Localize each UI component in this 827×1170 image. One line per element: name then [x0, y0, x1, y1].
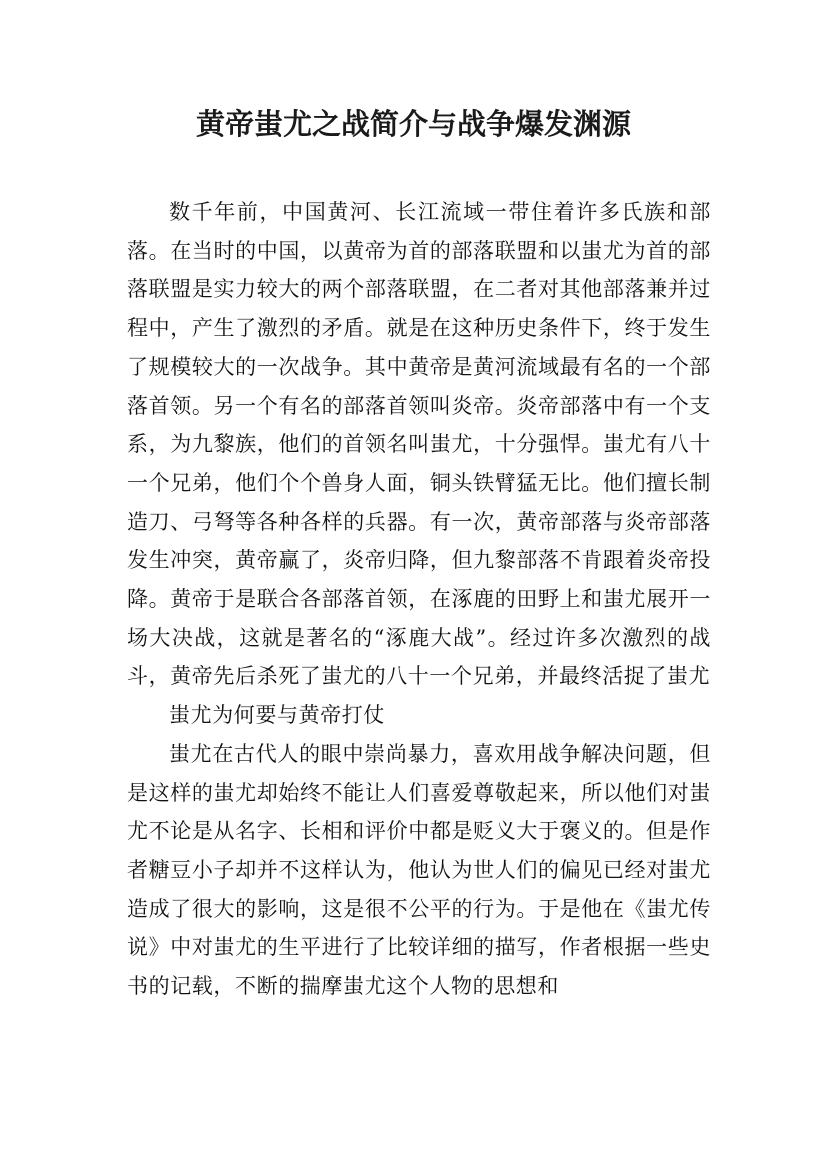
paragraph-reason: 蚩尤在古代人的眼中崇尚暴力，喜欢用战争解决问题，但是这样的蚩尤却始终不能让人们喜爱尊敬起来，所以他们对蚩尤不论是从名字、长相和评价中都是贬义大于褒义的。但是作者糖豆小子却并不这样认为，他认为世人们的偏见已经对蚩尤造成了很大的影响，这是很不公平的行为。于是他在《蚩尤传说》中对蚩尤的生平进行了比较详细的描写，作者根据一些史书的记载，不断的揣摩蚩尤这个人物的思想和: [127, 741, 711, 999]
paragraph-intro: 数千年前，中国黄河、长江流域一带住着许多氏族和部落。在当时的中国，以黄帝为首的部落联盟和以蚩尤为首的部落联盟是实力较大的两个部落联盟，在二者对其他部落兼并过程中，产生了激烈的矛盾。就是在这种历史条件下，终于发生了规模较大的一次战争。其中黄帝是黄河流域最有名的一个部落首领。另一个有名的部落首领叫炎帝。炎帝部落中有一个支系，为九黎族，他们的首领名叫蚩尤，十分强悍。蚩尤有八十一个兄弟，他们个个兽身人面，铜头铁臂猛无比。他们擅长制造刀、弓弩等各种各样的兵器。有一次，黄帝部落与炎帝部落发生冲突，黄帝赢了，炎帝归降，但九黎部落不肯跟着炎帝投降。黄帝于是联合各部落首领，在涿鹿的田野上和蚩尤展开一场大决战，这就是著名的“涿鹿大战”。经过许多次激烈的战斗，黄帝先后杀死了蚩尤的八十一个兄弟，并最终活捉了蚩尤: [127, 200, 711, 689]
document-title: 黄帝蚩尤之战简介与战争爆发渊源: [195, 107, 631, 141]
document-body: [127, 193, 711, 1006]
section-heading: 蚩尤为何要与黄帝打仗: [169, 703, 385, 728]
